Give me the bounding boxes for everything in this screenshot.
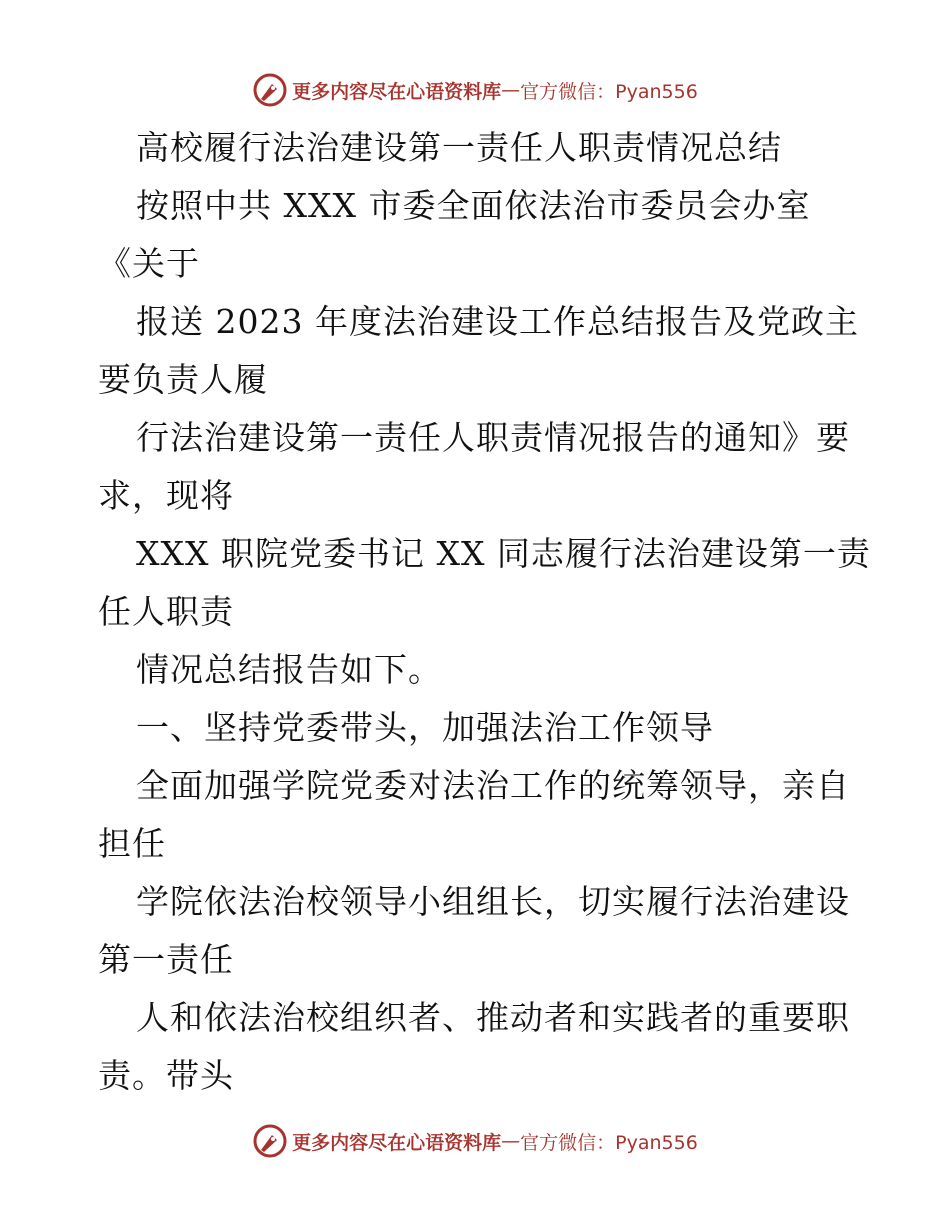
banner-wechat-text: 官方微信：Pyan556 xyxy=(520,1131,698,1154)
document-line: 行法治建设第一责任人职责情况报告的通知》要 xyxy=(136,418,850,457)
document-line: 人和依法治校组织者、推动者和实践者的重要职 xyxy=(136,998,850,1037)
document-line: 任人职责 xyxy=(98,592,234,631)
document-line: 报送 2023 年度法治建设工作总结报告及党政主 xyxy=(136,302,859,341)
pen-nib-circle-icon xyxy=(252,72,288,108)
pen-nib-circle-icon xyxy=(252,1123,288,1159)
document-line: 情况总结报告如下。 xyxy=(136,650,442,689)
document-line: 要负责人履 xyxy=(98,360,268,399)
document-line: 按照中共 XXX 市委全面依法治市委员会办室 xyxy=(136,186,811,225)
document-line: 求，现将 xyxy=(98,476,234,515)
document-line: 担任 xyxy=(98,824,166,863)
document-line: 全面加强学院党委对法治工作的统筹领导，亲自 xyxy=(136,766,850,805)
banner-separator: — xyxy=(501,79,521,101)
document-line: 责。带头 xyxy=(98,1056,234,1095)
document-body xyxy=(98,119,871,1105)
banner-lead-text: 更多内容尽在心语资料库 xyxy=(292,1131,502,1154)
banner-separator: — xyxy=(501,1130,521,1152)
document-line: 学院依法治校领导小组组长，切实履行法治建设 xyxy=(136,882,850,921)
header-banner xyxy=(0,70,950,110)
document-line: 第一责任 xyxy=(98,940,234,979)
footer-banner xyxy=(0,1121,950,1161)
banner-wechat-text: 官方微信：Pyan556 xyxy=(520,80,698,103)
banner-lead-text: 更多内容尽在心语资料库 xyxy=(292,80,502,103)
document-line: 《关于 xyxy=(98,244,200,283)
document-line: 高校履行法治建设第一责任人职责情况总结 xyxy=(136,128,782,167)
document-line: XXX 职院党委书记 XX 同志履行法治建设第一责 xyxy=(136,534,871,573)
document-line: 一、坚持党委带头，加强法治工作领导 xyxy=(136,708,714,747)
